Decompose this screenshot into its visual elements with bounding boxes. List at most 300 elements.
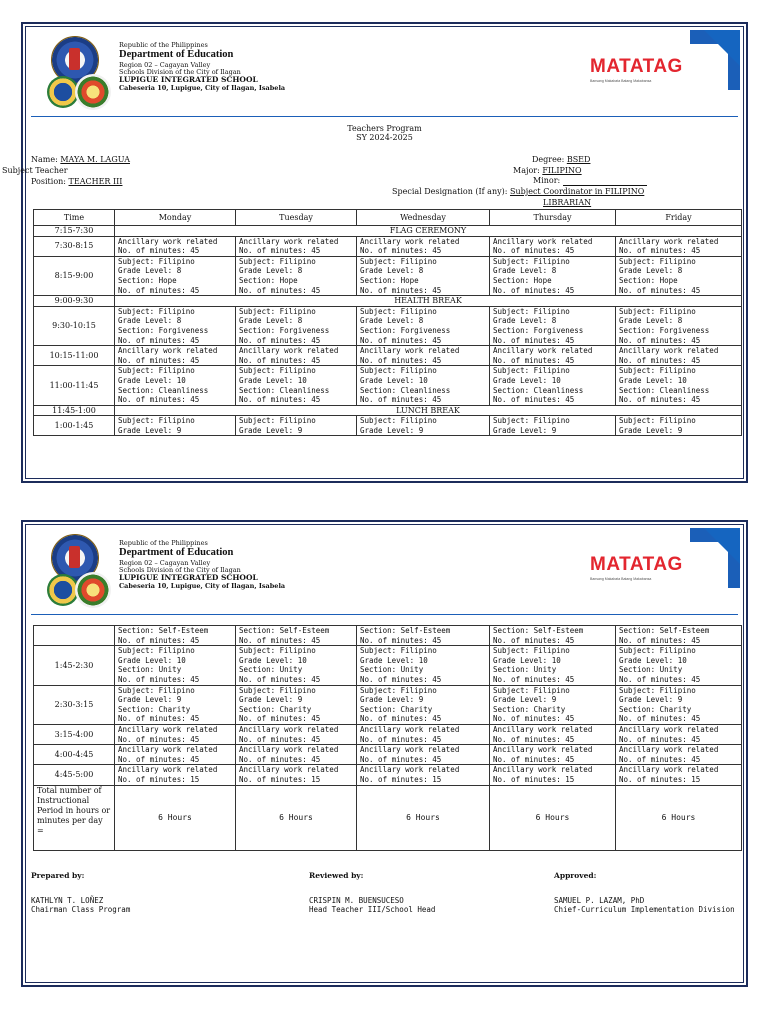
cell-line: Grade Level: 8: [118, 316, 182, 326]
cell-line: No. of minutes: 45: [619, 246, 701, 256]
cell-line: No. of minutes: 45: [619, 395, 701, 405]
matatag-wordmark: MATATAG: [590, 56, 683, 77]
school-seal-icon: [75, 74, 111, 110]
cell-line: Section: Forgiveness: [239, 325, 330, 335]
schedule-cell: [357, 765, 490, 785]
designation-field: [392, 187, 644, 197]
cell-line: No. of minutes: 15: [619, 774, 701, 784]
cell-line: Grade Level: 8: [360, 316, 424, 326]
cell-line: No. of minutes: 45: [360, 714, 442, 724]
cell-line: Section: Self-Esteem: [360, 626, 451, 635]
cell-line: Subject: Filipino: [619, 646, 696, 656]
total-hours: 6 Hours: [357, 785, 490, 850]
cell-line: Subject: Filipino: [360, 306, 437, 316]
cell-line: Grade Level: 10: [118, 375, 186, 385]
cell-line: Grade Level: 8: [619, 266, 683, 276]
column-header-monday: Monday: [115, 210, 236, 226]
cell-line: No. of minutes: 45: [619, 754, 701, 764]
schedule-cell: [616, 236, 742, 256]
cell-line: Section: Charity: [239, 704, 312, 714]
cell-line: Ancillary work related: [360, 346, 460, 356]
cell-line: No. of minutes: 45: [118, 246, 200, 256]
signatory-name: SAMUEL P. LAZAM, PhD: [554, 896, 645, 905]
matatag-wordmark: MATATAG: [590, 554, 683, 575]
cell-line: Grade Level: 10: [619, 655, 687, 665]
schedule-cell: [357, 685, 490, 724]
matatag-tagline: Bansang Makabata Batang Makabansa: [590, 79, 652, 83]
degree-field: [532, 155, 590, 165]
cell-line: Ancillary work related: [493, 724, 593, 734]
schedule-cell: [490, 724, 616, 744]
table-row: [34, 646, 742, 685]
cell-line: No. of minutes: 45: [118, 674, 200, 684]
letterhead: [23, 522, 746, 617]
schedule-cell: [115, 366, 236, 405]
table-row: [34, 685, 742, 724]
schedule-cell: [236, 306, 357, 345]
teacher-role: Subject Teacher: [2, 166, 68, 175]
cell-line: Subject: Filipino: [118, 366, 195, 376]
cell-line: Ancillary work related: [239, 236, 339, 246]
cell-line: Subject: Filipino: [239, 646, 316, 656]
cell-line: Ancillary work related: [619, 236, 719, 246]
schedule-cell: [616, 765, 742, 785]
major-label: Major:: [513, 166, 540, 175]
program-year: SY 2024-2025: [356, 133, 413, 143]
schedule-cell: [236, 724, 357, 744]
time-slot: 9:00-9:30: [34, 296, 115, 307]
degree-label: Degree:: [532, 155, 565, 164]
matatag-logo: [590, 56, 683, 83]
cell-line: Section: Forgiveness: [360, 325, 451, 335]
cell-line: No. of minutes: 45: [239, 285, 321, 295]
cell-line: Section: Hope: [118, 275, 177, 285]
schedule-cell: [616, 724, 742, 744]
total-label: Total number of Instructional Period in hours or minutes per day =: [34, 785, 115, 850]
cell-line: Section: Cleanliness: [619, 385, 710, 395]
designation-value-2: LIBRARIAN: [543, 198, 592, 207]
total-row: [34, 785, 742, 850]
cell-line: Section: Unity: [239, 665, 303, 675]
schedule-cell: [490, 416, 616, 436]
cell-line: No. of minutes: 15: [493, 774, 575, 784]
cell-line: Section: Hope: [239, 275, 298, 285]
table-header-row: [34, 210, 742, 226]
schedule-cell: [236, 685, 357, 724]
cell-line: Ancillary work related: [118, 765, 218, 775]
cell-line: No. of minutes: 45: [239, 335, 321, 345]
cell-line: No. of minutes: 45: [360, 285, 442, 295]
cell-line: Subject: Filipino: [493, 306, 570, 316]
cell-line: No. of minutes: 45: [118, 395, 200, 405]
cell-line: Section: Self-Esteem: [493, 626, 584, 635]
cell-line: No. of minutes: 45: [619, 355, 701, 365]
cell-line: Ancillary work related: [619, 724, 719, 734]
cell-line: Grade Level: 8: [118, 266, 182, 276]
cell-line: No. of minutes: 45: [239, 355, 321, 365]
cell-line: Subject: Filipino: [360, 685, 437, 695]
cell-line: Subject: Filipino: [239, 416, 316, 426]
cell-line: Section: Forgiveness: [493, 325, 584, 335]
column-header-friday: Friday: [616, 210, 742, 226]
schedule-cell: [616, 256, 742, 295]
schedule-cell: [490, 765, 616, 785]
cell-line: Section: Cleanliness: [239, 385, 330, 395]
table-row: [34, 296, 742, 307]
degree-value: BSED: [566, 155, 591, 164]
republic-line: Republic of the Philippines: [119, 539, 208, 547]
table-row: [34, 226, 742, 237]
cell-line: Ancillary work related: [493, 765, 593, 775]
school-name: LUPIGUE INTEGRATED SCHOOL: [119, 75, 258, 85]
cell-line: No. of minutes: 45: [493, 754, 575, 764]
cell-line: Ancillary work related: [493, 346, 593, 356]
cell-line: Grade Level: 8: [360, 266, 424, 276]
position-label: Position:: [31, 177, 66, 186]
cell-line: Subject: Filipino: [360, 416, 437, 426]
cell-line: Subject: Filipino: [619, 366, 696, 376]
division-line: Schools Division of the City of Ilagan: [119, 68, 241, 76]
schedule-cell: [357, 306, 490, 345]
program-title-block: [23, 124, 746, 142]
cell-line: Section: Cleanliness: [118, 385, 209, 395]
total-hours: 6 Hours: [115, 785, 236, 850]
cell-line: Ancillary work related: [239, 724, 339, 734]
break-label: FLAG CEREMONY: [115, 226, 742, 237]
schedule-cell: [236, 765, 357, 785]
schedule-cell: [236, 626, 357, 646]
cell-line: No. of minutes: 15: [360, 774, 442, 784]
signatory-position: Chairman Class Program: [31, 905, 131, 914]
cell-line: Subject: Filipino: [239, 366, 316, 376]
schedule-cell: [115, 346, 236, 366]
cell-line: Subject: Filipino: [619, 685, 696, 695]
name-label: Name:: [31, 155, 58, 164]
cell-line: No. of minutes: 45: [239, 734, 321, 744]
schedule-cell: [236, 256, 357, 295]
letterhead-text: [119, 540, 285, 591]
cell-line: No. of minutes: 45: [493, 635, 575, 645]
time-slot: 4:00-4:45: [34, 745, 115, 765]
minor-blank-line: [563, 177, 647, 186]
schedule-cell: [357, 416, 490, 436]
department-name: Department of Education: [119, 49, 234, 61]
time-slot: 2:30-3:15: [34, 685, 115, 724]
school-seal-icon: [75, 572, 111, 608]
letterhead-text: [119, 42, 285, 93]
time-slot: 10:15-11:00: [34, 346, 115, 366]
region-line: Region 02 – Cagayan Valley: [119, 60, 211, 69]
schedule-cell: [357, 646, 490, 685]
cell-line: No. of minutes: 15: [239, 774, 321, 784]
schedule-cell: [357, 236, 490, 256]
cell-line: No. of minutes: 45: [118, 754, 200, 764]
cell-line: No. of minutes: 45: [118, 734, 200, 744]
time-slot: [34, 626, 115, 646]
cell-line: Ancillary work related: [118, 724, 218, 734]
time-slot: 11:45-1:00: [34, 405, 115, 416]
cell-line: Grade Level: 9: [118, 695, 182, 705]
cell-line: Subject: Filipino: [493, 646, 570, 656]
table-row: [34, 236, 742, 256]
cell-line: No. of minutes: 45: [493, 285, 575, 295]
cell-line: Grade Level: 9: [493, 425, 557, 435]
schedule-cell: [490, 366, 616, 405]
schedule-cell: [115, 685, 236, 724]
program-title: Teachers Program: [347, 124, 422, 133]
break-label: LUNCH BREAK: [115, 405, 742, 416]
cell-line: Grade Level: 8: [239, 266, 303, 276]
time-slot: 1:00-1:45: [34, 416, 115, 436]
table-row: [34, 416, 742, 436]
table-row: [34, 366, 742, 405]
cell-line: No. of minutes: 45: [239, 246, 321, 256]
signatory-approved: [554, 871, 735, 914]
schedule-cell: [490, 685, 616, 724]
cell-line: No. of minutes: 45: [360, 754, 442, 764]
cell-line: Section: Self-Esteem: [118, 626, 209, 635]
schedule-cell: [236, 646, 357, 685]
cell-line: Subject: Filipino: [619, 306, 696, 316]
schedule-cell: [115, 724, 236, 744]
cell-line: Section: Self-Esteem: [239, 626, 330, 635]
schedule-cell: [236, 745, 357, 765]
time-slot: 9:30-10:15: [34, 306, 115, 345]
cell-line: No. of minutes: 45: [360, 335, 442, 345]
cell-line: Grade Level: 8: [493, 316, 557, 326]
table-row: [34, 346, 742, 366]
cell-line: No. of minutes: 15: [118, 774, 200, 784]
major-field: [513, 166, 582, 176]
position-field: [31, 177, 122, 187]
cell-line: Subject: Filipino: [493, 256, 570, 266]
cell-line: Grade Level: 10: [493, 375, 561, 385]
cell-line: No. of minutes: 45: [619, 714, 701, 724]
cell-line: Ancillary work related: [118, 236, 218, 246]
corner-ribbon-icon: [690, 30, 740, 90]
department-name: Department of Education: [119, 547, 234, 559]
cell-line: Ancillary work related: [619, 765, 719, 775]
cell-line: Subject: Filipino: [619, 256, 696, 266]
cell-line: Section: Charity: [118, 704, 191, 714]
school-address: Cabeseria 10, Lupigue, City of Ilagan, Isabela: [119, 582, 286, 591]
cell-line: Section: Charity: [619, 704, 692, 714]
cell-line: No. of minutes: 45: [619, 635, 701, 645]
cell-line: Subject: Filipino: [360, 256, 437, 266]
cell-line: Grade Level: 9: [619, 425, 683, 435]
schedule-cell: [115, 765, 236, 785]
cell-line: Grade Level: 10: [239, 655, 307, 665]
cell-line: Section: Forgiveness: [118, 325, 209, 335]
schedule-cell: [357, 346, 490, 366]
cell-line: Grade Level: 9: [360, 425, 424, 435]
schedule-cell: [490, 646, 616, 685]
schedule-cell: [115, 626, 236, 646]
matatag-tagline: Bansang Makabata Batang Makabansa: [590, 577, 652, 581]
cell-line: Ancillary work related: [239, 765, 339, 775]
cell-line: Grade Level: 8: [619, 316, 683, 326]
cell-line: No. of minutes: 45: [239, 395, 321, 405]
cell-line: No. of minutes: 45: [118, 285, 200, 295]
table-row: [34, 626, 742, 646]
table-row: [34, 405, 742, 416]
cell-line: Subject: Filipino: [493, 685, 570, 695]
cell-line: Subject: Filipino: [360, 646, 437, 656]
time-slot: 11:00-11:45: [34, 366, 115, 405]
schedule-cell: [115, 236, 236, 256]
cell-line: Ancillary work related: [360, 724, 460, 734]
cell-line: No. of minutes: 45: [360, 734, 442, 744]
document-page-1: [2, 22, 748, 483]
signatory-position: Head Teacher III/School Head: [309, 905, 436, 914]
cell-line: Grade Level: 9: [239, 695, 303, 705]
signatory-label: Reviewed by:: [309, 871, 364, 880]
cell-line: No. of minutes: 45: [118, 355, 200, 365]
cell-line: Section: Unity: [360, 665, 424, 675]
cell-line: Ancillary work related: [360, 765, 460, 775]
table-row: [34, 306, 742, 345]
time-slot: 1:45-2:30: [34, 646, 115, 685]
cell-line: Grade Level: 8: [239, 316, 303, 326]
cell-line: Grade Level: 10: [619, 375, 687, 385]
signatory-position: Chief-Curriculum Implementation Division: [554, 905, 735, 914]
cell-line: Ancillary work related: [118, 745, 218, 755]
cell-line: No. of minutes: 45: [493, 714, 575, 724]
schedule-table-page-2: [33, 625, 742, 851]
time-slot: 8:15-9:00: [34, 256, 115, 295]
schedule-cell: [236, 366, 357, 405]
time-slot: 7:30-8:15: [34, 236, 115, 256]
division-line: Schools Division of the City of Ilagan: [119, 566, 241, 574]
break-label: HEALTH BREAK: [115, 296, 742, 307]
cell-line: Section: Unity: [493, 665, 557, 675]
schedule-cell: [357, 366, 490, 405]
schedule-cell: [616, 646, 742, 685]
cell-line: No. of minutes: 45: [239, 754, 321, 764]
schedule-table-page-1: [33, 209, 742, 436]
schedule-cell: [616, 346, 742, 366]
cell-line: Grade Level: 9: [239, 425, 303, 435]
column-header-thursday: Thursday: [490, 210, 616, 226]
cell-line: Section: Hope: [619, 275, 678, 285]
cell-line: No. of minutes: 45: [118, 714, 200, 724]
schedule-cell: [357, 724, 490, 744]
schedule-cell: [490, 626, 616, 646]
designation-label: Special Designation (If any):: [392, 187, 508, 196]
cell-line: Grade Level: 10: [493, 655, 561, 665]
cell-line: Subject: Filipino: [619, 416, 696, 426]
total-hours: 6 Hours: [236, 785, 357, 850]
schedule-cell: [616, 745, 742, 765]
cell-line: Section: Self-Esteem: [619, 626, 710, 635]
cell-line: No. of minutes: 45: [360, 355, 442, 365]
signatory-label: Approved:: [554, 871, 597, 880]
cell-line: Subject: Filipino: [118, 256, 195, 266]
name-value: MAYA M. LAGUA: [60, 155, 130, 164]
column-header-time: Time: [34, 210, 115, 226]
table-row: [34, 745, 742, 765]
signatory-reviewed: [309, 871, 435, 914]
minor-field: [533, 176, 647, 186]
cell-line: Subject: Filipino: [118, 646, 195, 656]
cell-line: Ancillary work related: [619, 346, 719, 356]
total-hours: 6 Hours: [490, 785, 616, 850]
schedule-cell: [115, 416, 236, 436]
cell-line: Subject: Filipino: [118, 685, 195, 695]
letterhead: [23, 24, 746, 119]
cell-line: No. of minutes: 45: [493, 674, 575, 684]
table-row: [34, 256, 742, 295]
cell-line: Subject: Filipino: [493, 366, 570, 376]
schedule-cell: [115, 306, 236, 345]
cell-line: Grade Level: 9: [493, 695, 557, 705]
schedule-cell: [490, 256, 616, 295]
schedule-cell: [490, 236, 616, 256]
minor-label: Minor:: [533, 176, 561, 185]
cell-line: Subject: Filipino: [239, 256, 316, 266]
cell-line: Ancillary work related: [360, 745, 460, 755]
cell-line: Subject: Filipino: [239, 306, 316, 316]
cell-line: Subject: Filipino: [118, 306, 195, 316]
cell-line: Grade Level: 10: [360, 375, 428, 385]
major-value: FILIPINO: [542, 166, 582, 175]
cell-line: Ancillary work related: [118, 346, 218, 356]
total-hours: 6 Hours: [616, 785, 742, 850]
time-slot: 3:15-4:00: [34, 724, 115, 744]
cell-line: No. of minutes: 45: [493, 355, 575, 365]
column-header-tuesday: Tuesday: [236, 210, 357, 226]
cell-line: No. of minutes: 45: [118, 335, 200, 345]
schedule-cell: [115, 256, 236, 295]
schedule-cell: [236, 236, 357, 256]
region-line: Region 02 – Cagayan Valley: [119, 558, 211, 567]
cell-line: Grade Level: 9: [360, 695, 424, 705]
schedule-cell: [616, 366, 742, 405]
cell-line: Grade Level: 10: [118, 655, 186, 665]
cell-line: No. of minutes: 45: [619, 674, 701, 684]
republic-line: Republic of the Philippines: [119, 41, 208, 49]
corner-ribbon-icon: [690, 528, 740, 588]
cell-line: Grade Level: 8: [493, 266, 557, 276]
cell-line: Ancillary work related: [239, 745, 339, 755]
cell-line: Section: Unity: [619, 665, 683, 675]
cell-line: Grade Level: 9: [118, 425, 182, 435]
header-rule: [31, 116, 738, 117]
document-page-2: [21, 520, 748, 987]
schedule-cell: [616, 626, 742, 646]
cell-line: Subject: Filipino: [118, 416, 195, 426]
cell-line: Ancillary work related: [360, 236, 460, 246]
schedule-cell: [616, 685, 742, 724]
signatory-name: CRISPIN M. BUENSUCESO: [309, 896, 404, 905]
time-slot: 4:45-5:00: [34, 765, 115, 785]
designation-value: Subject Coordinator in FILIPINO: [509, 187, 645, 196]
cell-line: Section: Hope: [493, 275, 552, 285]
cell-line: Grade Level: 10: [360, 655, 428, 665]
cell-line: Ancillary work related: [619, 745, 719, 755]
signatory-prepared: [31, 871, 130, 914]
matatag-logo: [590, 554, 683, 581]
column-header-wednesday: Wednesday: [357, 210, 490, 226]
schedule-cell: [357, 256, 490, 295]
school-name: LUPIGUE INTEGRATED SCHOOL: [119, 573, 258, 583]
cell-line: No. of minutes: 45: [493, 395, 575, 405]
cell-line: No. of minutes: 45: [239, 714, 321, 724]
schedule-cell: [616, 306, 742, 345]
cell-line: Section: Forgiveness: [619, 325, 710, 335]
schedule-cell: [115, 745, 236, 765]
position-value: TEACHER III: [68, 177, 123, 186]
